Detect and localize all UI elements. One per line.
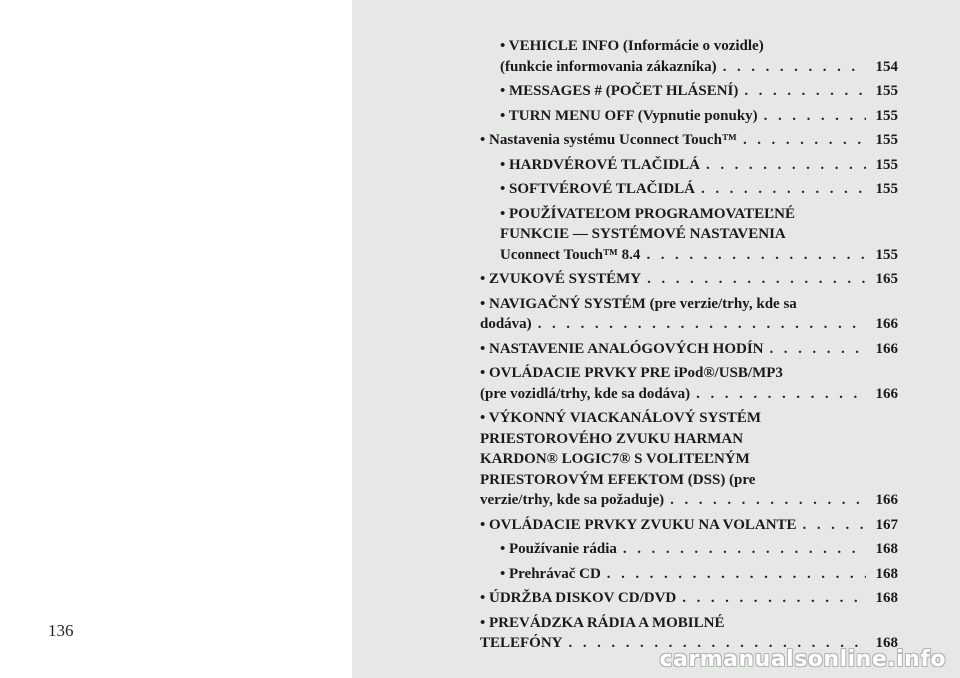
toc-entry[interactable] bbox=[480, 269, 898, 290]
toc-entry-line: PRIESTOROVÝM EFEKTOM (DSS) (pre bbox=[480, 471, 756, 488]
toc-page-number: 155 bbox=[875, 156, 898, 173]
dot-leader bbox=[646, 245, 866, 266]
toc-page-number: 166 bbox=[875, 492, 898, 508]
toc-page-number: 166 bbox=[875, 385, 898, 402]
dot-leader bbox=[696, 384, 866, 405]
left-page bbox=[0, 0, 352, 678]
dot-leader bbox=[764, 106, 866, 127]
dot-leader bbox=[723, 57, 866, 78]
toc-entry-line: • OVLÁDACIE PRVKY PRE iPod®/USB/MP3 bbox=[480, 365, 783, 381]
toc-entry-last-line bbox=[500, 57, 898, 78]
toc-entry[interactable] bbox=[480, 363, 898, 404]
toc-entry-title: • Prehrávač CD bbox=[500, 565, 601, 582]
watermark-logo: carmanualsonline.info bbox=[659, 647, 946, 672]
dot-leader bbox=[743, 130, 866, 151]
toc-entry-title: • ZVUKOVÉ SYSTÉMY bbox=[480, 271, 642, 287]
toc-entry-title: Uconnect Touch™ 8.4 bbox=[500, 246, 641, 263]
toc-entry-last-line bbox=[480, 130, 898, 151]
toc-entry[interactable] bbox=[480, 588, 898, 609]
toc-entry-last-line bbox=[480, 515, 898, 536]
toc-page-number: 168 bbox=[875, 635, 898, 651]
toc-page-number: 168 bbox=[875, 541, 898, 557]
toc-entry-line: • PREVÁDZKA RÁDIA A MOBILNÉ bbox=[480, 614, 725, 631]
toc-entry-title: • Nastavenia systému Uconnect Touch™ bbox=[480, 132, 737, 148]
toc-entry-last-line bbox=[500, 106, 898, 127]
toc-page-number: 155 bbox=[875, 181, 898, 197]
toc-page-number: 154 bbox=[875, 58, 898, 75]
dot-leader bbox=[670, 490, 866, 511]
toc-entry-last-line bbox=[500, 155, 898, 176]
toc-page-number: 165 bbox=[875, 271, 898, 287]
toc-entry-last-line bbox=[480, 588, 898, 609]
toc-page-number: 166 bbox=[875, 316, 898, 332]
toc-entry-title: • HARDVÉROVÉ TLAČIDLÁ bbox=[500, 156, 701, 173]
toc-entry-last-line bbox=[480, 269, 898, 290]
toc-entry[interactable] bbox=[480, 130, 898, 151]
toc-entry[interactable] bbox=[480, 408, 898, 511]
toc-entry-last-line bbox=[500, 564, 898, 585]
toc-entry[interactable] bbox=[500, 36, 898, 77]
toc-entry-last-line bbox=[500, 179, 898, 200]
toc-entry[interactable] bbox=[480, 515, 898, 536]
toc-page-number: 155 bbox=[875, 107, 898, 124]
toc-page-number: 155 bbox=[875, 83, 898, 99]
toc-entry-line: • VEHICLE INFO (Informácie o vozidle) bbox=[500, 38, 764, 54]
dot-leader bbox=[706, 155, 866, 176]
toc-entry-last-line bbox=[480, 339, 898, 360]
toc-entry-line: PRIESTOROVÉHO ZVUKU HARMAN bbox=[480, 430, 744, 447]
toc-entry-last-line bbox=[480, 384, 898, 405]
right-page bbox=[352, 0, 960, 678]
toc-page-number: 168 bbox=[875, 565, 898, 582]
toc-entry-line: • NAVIGAČNÝ SYSTÉM (pre verzie/trhy, kde sa bbox=[480, 295, 797, 312]
toc-entry-last-line bbox=[500, 539, 898, 560]
toc-entry-last-line bbox=[500, 245, 898, 266]
toc-entry[interactable] bbox=[500, 539, 898, 560]
toc-entry[interactable] bbox=[500, 155, 898, 176]
toc-page-number: 167 bbox=[875, 516, 898, 533]
toc-entry-line: KARDON® LOGIC7® S VOLITEĽNÝM bbox=[480, 451, 750, 467]
dot-leader bbox=[744, 81, 866, 102]
dot-leader bbox=[770, 339, 867, 360]
toc-entry-title: • TURN MENU OFF (Vypnutie ponuky) bbox=[500, 107, 758, 124]
page-number: 136 bbox=[48, 621, 74, 640]
toc-entry-title: (funkcie informovania zákazníka) bbox=[500, 58, 717, 75]
toc-entry-line: • VÝKONNÝ VIACKANÁLOVÝ SYSTÉM bbox=[480, 410, 761, 426]
toc-page-number: 168 bbox=[875, 590, 898, 606]
toc-entry[interactable] bbox=[500, 204, 898, 266]
toc-entry[interactable] bbox=[480, 294, 898, 335]
dot-leader bbox=[607, 564, 866, 585]
toc-entry-title: • SOFTVÉROVÉ TLAČIDLÁ bbox=[500, 181, 696, 197]
toc-entry[interactable] bbox=[480, 339, 898, 360]
dot-leader bbox=[803, 515, 866, 536]
toc-page-number: 166 bbox=[875, 340, 898, 357]
toc-entry-title: verzie/trhy, kde sa požaduje) bbox=[480, 492, 665, 508]
toc-entry-line: FUNKCIE — SYSTÉMOVÉ NASTAVENIA bbox=[500, 226, 786, 242]
toc-entry-title: • Používanie rádia bbox=[500, 541, 617, 557]
toc-entry-line: • POUŽÍVATEĽOM PROGRAMOVATEĽNÉ bbox=[500, 205, 796, 222]
toc-page-number: 155 bbox=[875, 132, 898, 148]
toc-entry-last-line bbox=[500, 81, 898, 102]
toc-entry-title: • ÚDRŽBA DISKOV CD/DVD bbox=[480, 590, 677, 606]
toc-entry-title: dodáva) bbox=[480, 316, 532, 332]
toc-entry[interactable] bbox=[500, 106, 898, 127]
toc-entry-last-line bbox=[480, 314, 898, 335]
toc-entry[interactable] bbox=[500, 81, 898, 102]
dot-leader bbox=[538, 314, 866, 335]
toc-entry-title: • NASTAVENIE ANALÓGOVÝCH HODÍN bbox=[480, 340, 764, 357]
toc-entry-title: • MESSAGES # (POČET HLÁSENÍ) bbox=[500, 83, 739, 99]
toc-page-number: 155 bbox=[875, 246, 898, 263]
toc-entry-title: • OVLÁDACIE PRVKY ZVUKU NA VOLANTE bbox=[480, 516, 797, 533]
dot-leader bbox=[623, 539, 866, 560]
dot-leader bbox=[682, 588, 866, 609]
toc-entry-last-line bbox=[480, 490, 898, 511]
toc-entry[interactable] bbox=[500, 564, 898, 585]
dot-leader bbox=[647, 269, 866, 290]
toc-entry[interactable] bbox=[500, 179, 898, 200]
table-of-contents bbox=[480, 36, 898, 658]
dot-leader bbox=[701, 179, 866, 200]
toc-entry-title: (pre vozidlá/trhy, kde sa dodáva) bbox=[480, 385, 691, 402]
toc-entry-title: TELEFÓNY bbox=[480, 635, 563, 651]
